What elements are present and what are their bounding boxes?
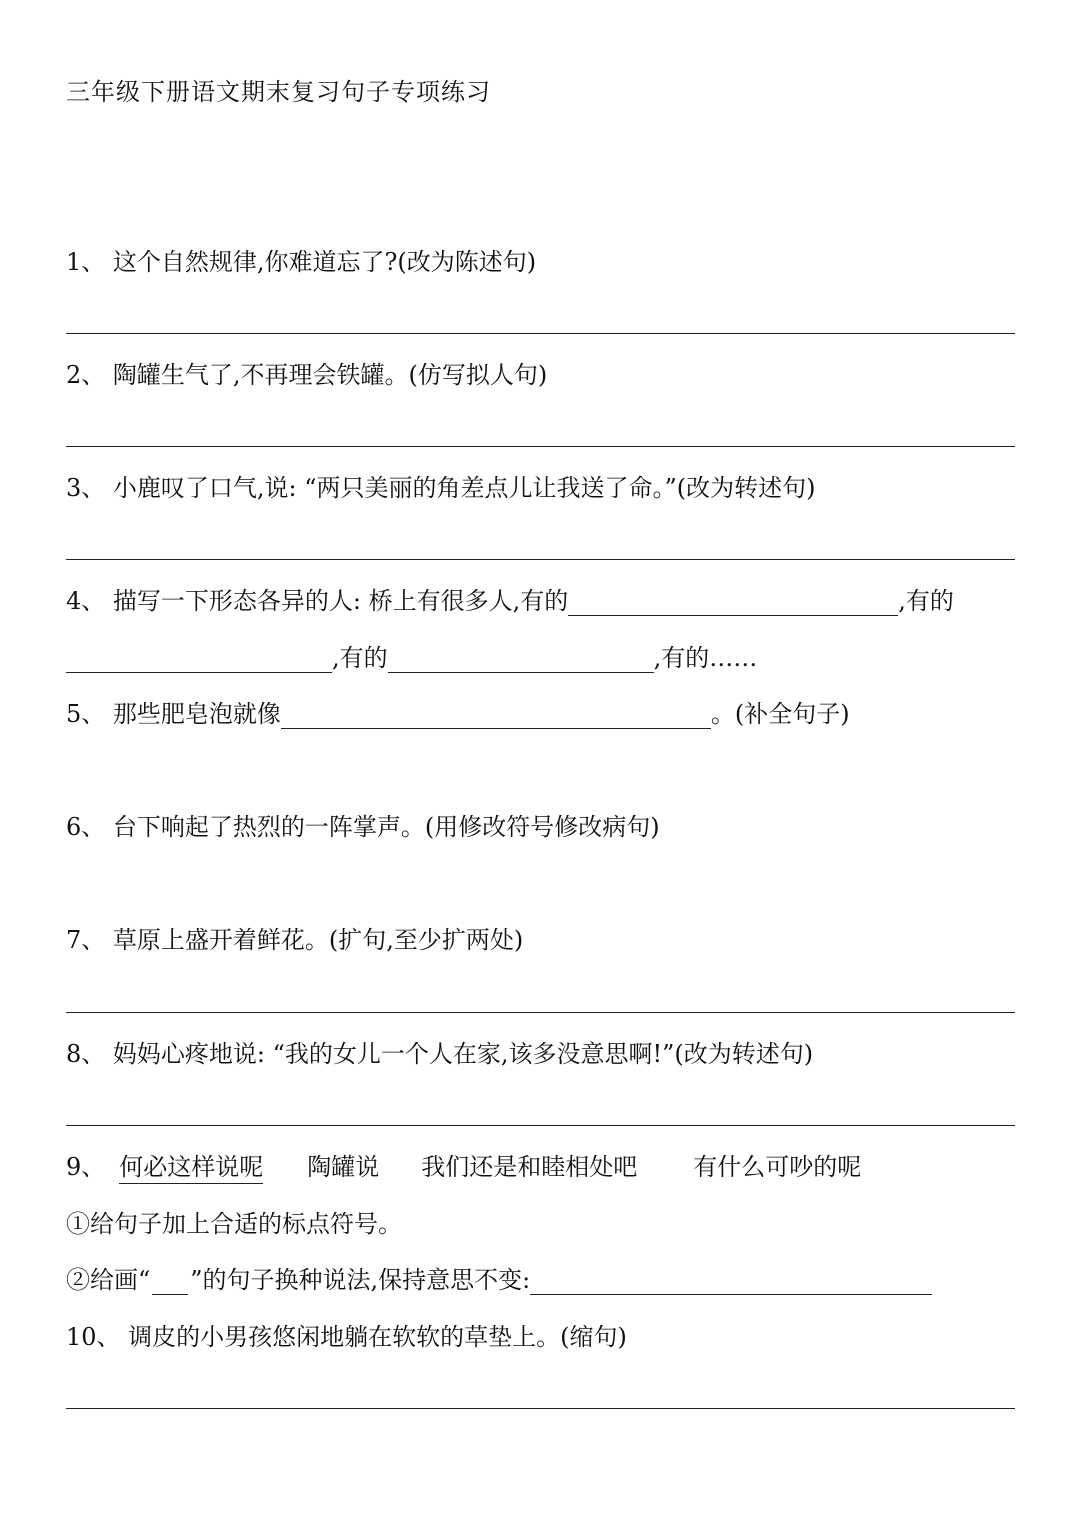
question-9-phrase-3: 我们还是和睦相处吧 [421,1153,638,1181]
underline-sample [152,1268,188,1295]
question-1: 1、 这个自然规律,你难道忘了?(改为陈述句) [66,248,537,276]
question-4 [66,586,954,616]
question-9-phrase-2: 陶罐说 [307,1153,380,1181]
question-6: 6、 台下响起了热烈的一阵掌声。(用修改符号修改病句) [66,813,660,841]
question-5 [66,699,850,729]
question-4-text: 4、 描写一下形态各异的人: 桥上有很多人,有的 [66,587,569,615]
page-title: 三年级下册语文期末复习句子专项练习 [66,78,491,106]
question-9-sub-2 [66,1265,932,1295]
question-8: 8、 妈妈心疼地说: “我的女儿一个人在家,该多没意思啊!”(改为转述句) [66,1040,814,1068]
question-4-end: ,有的…… [653,644,758,672]
question-4-continued [66,643,757,673]
answer-blank-4c[interactable] [388,646,654,673]
answer-blank-4a[interactable] [568,589,898,616]
question-5-suffix: 。(补全句子) [710,700,850,728]
question-9-phrase-4: 有什么可吵的呢 [693,1153,862,1181]
question-4-you-de-2: ,有的 [332,644,388,672]
question-7: 7、 草原上盛开着鲜花。(扩句,至少扩两处) [66,926,524,954]
answer-line-7[interactable] [66,1012,1015,1013]
answer-line-8[interactable] [66,1125,1015,1126]
question-3: 3、 小鹿叹了口气,说: “两只美丽的角差点儿让我送了命。”(改为转述句) [66,474,816,502]
question-9-number: 9、 [66,1153,106,1181]
question-9-sub-2-suffix: ”的句子换种说法,保持意思不变: [190,1266,531,1294]
question-9-sub-1: ①给句子加上合适的标点符号。 [66,1210,402,1238]
question-10: 10、 调皮的小男孩悠闲地躺在软软的草垫上。(缩句) [66,1323,627,1351]
question-9-underlined-phrase: 何必这样说呢 [119,1153,263,1184]
question-5-text: 5、 那些肥皂泡就像 [66,700,281,728]
answer-line-2[interactable] [66,446,1015,447]
question-9 [66,1152,861,1182]
answer-blank-4b[interactable] [66,646,332,673]
answer-line-10[interactable] [66,1408,1015,1409]
question-9-sub-2-prefix: ②给画“ [66,1266,151,1294]
answer-blank-5[interactable] [281,702,711,729]
answer-line-3[interactable] [66,559,1015,560]
answer-blank-9[interactable] [530,1268,932,1295]
question-4-you-de-1: ,有的 [898,587,954,615]
question-2: 2、 陶罐生气了,不再理会铁罐。(仿写拟人句) [66,361,548,389]
answer-line-1[interactable] [66,333,1015,334]
